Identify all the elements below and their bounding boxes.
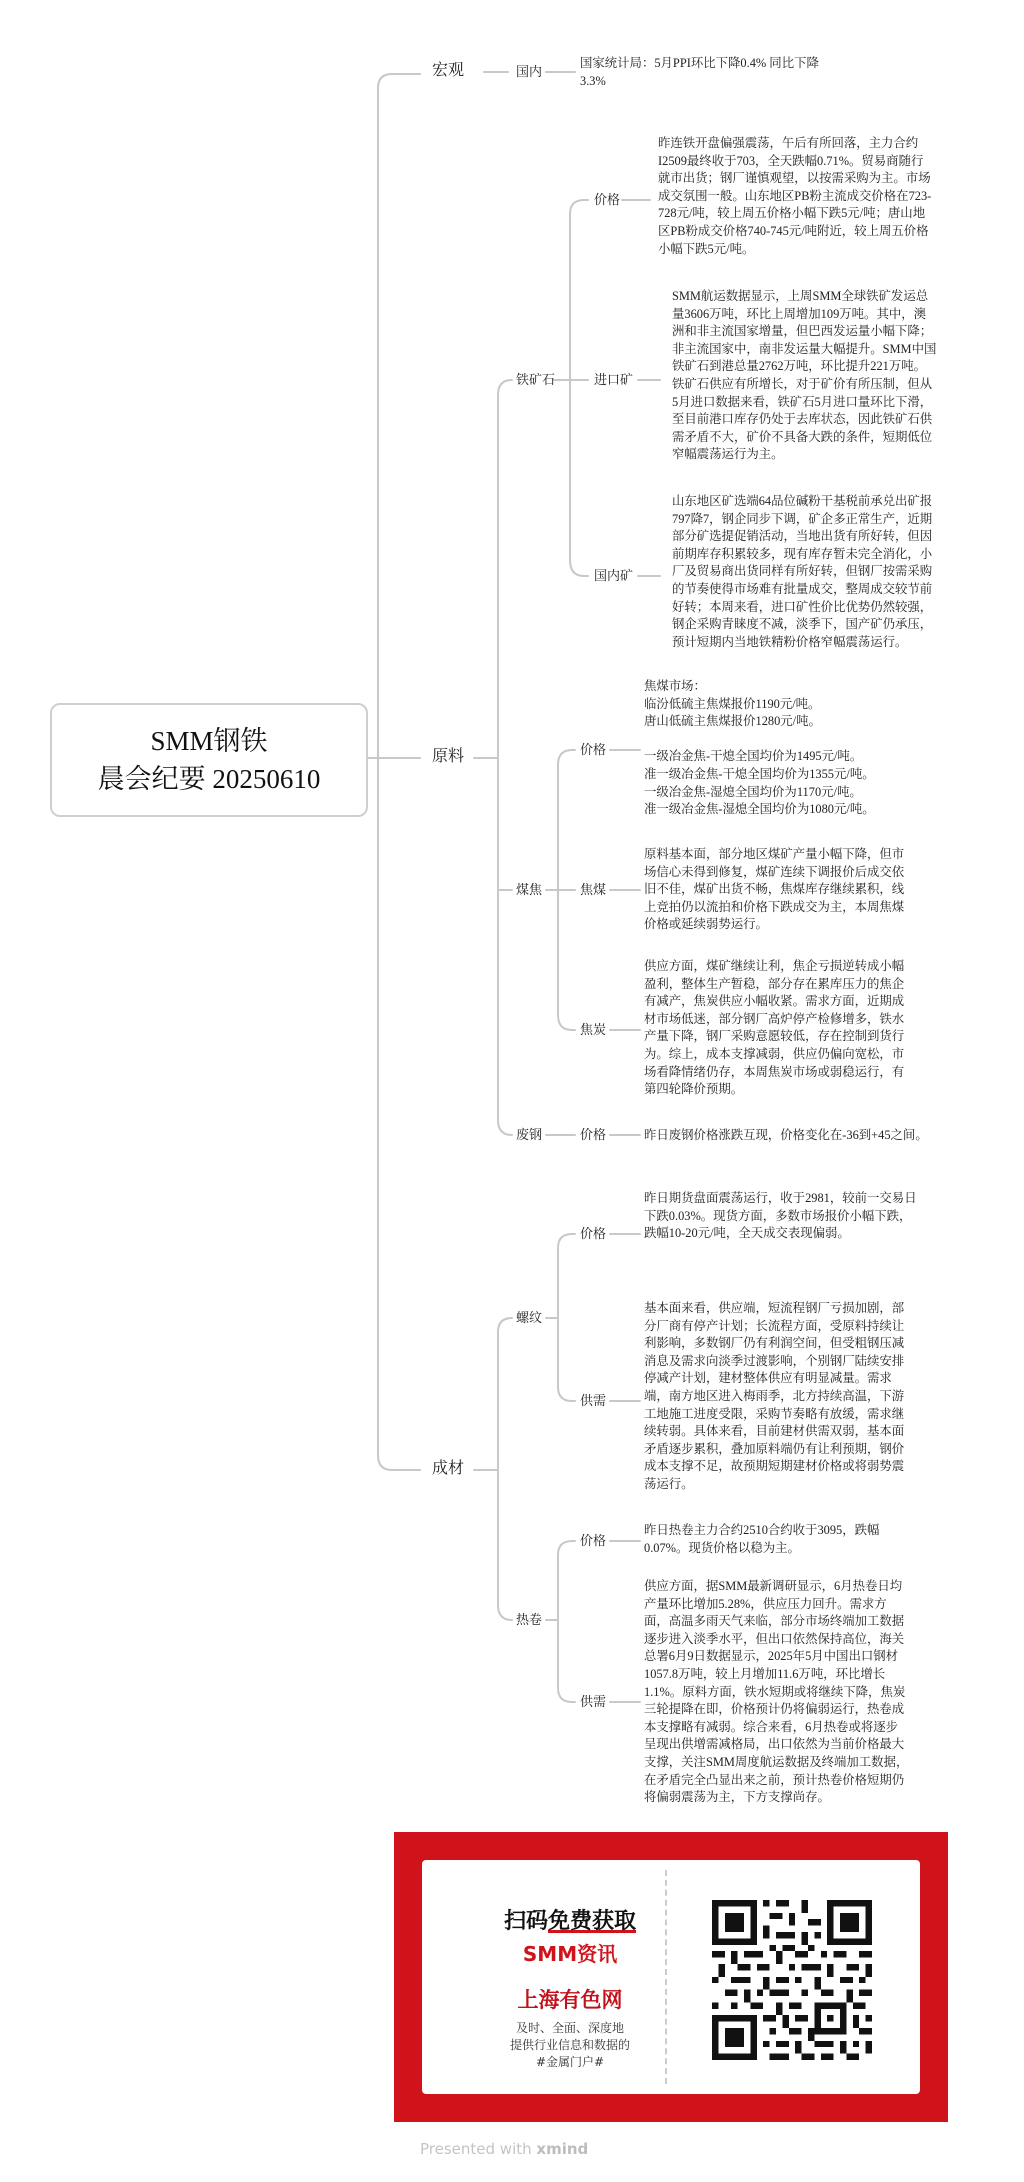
root-subtitle: 晨会纪要 20250610 — [97, 764, 321, 794]
root-topic[interactable] — [50, 703, 368, 817]
leaf-hrc-price[interactable]: 昨日热卷主力合约2510合约收于3095，跌幅 0.07%。现货价格以稳为主。 — [644, 1523, 880, 1555]
topic-coke[interactable]: 焦炭 — [580, 1022, 607, 1037]
topic-macro[interactable]: 宏观 — [432, 62, 465, 79]
leaf-rebar-price[interactable]: 昨日期货盘面震荡运行，收于2981，较前一交易日 下跌0.03%。现货方面，多数市场报价小幅下跌， 跌幅10-20元/吨，全天成交表现偏弱。 — [644, 1191, 917, 1241]
topic-iron-ore-price[interactable]: 价格 — [594, 192, 621, 207]
topic-scrap[interactable]: 废钢 — [516, 1127, 543, 1142]
footer-credit[interactable] — [420, 2140, 588, 2158]
promo-subheadline: SMM资讯 — [522, 1942, 618, 1966]
topic-iron-ore-imported[interactable]: 进口矿 — [594, 372, 634, 387]
promo-banner[interactable] — [394, 1832, 948, 2122]
topic-coking-coal[interactable]: 焦煤 — [580, 882, 607, 897]
topic-hrc[interactable]: 热卷 — [516, 1612, 543, 1627]
topic-rebar-price[interactable]: 价格 — [580, 1226, 607, 1241]
topic-coking[interactable]: 煤焦 — [516, 882, 543, 897]
topic-iron-ore[interactable]: 铁矿石 — [516, 372, 556, 387]
leaf-rebar-supply[interactable]: 基本面来看，供应端，短流程钢厂亏损加剧，部 分厂商有停产计划；长流程方面，受原料持续让 利影响，多数钢厂仍有利润空间，但受粗钢压减 消息及需求向淡季过渡影响，个别钢厂陆续安排 停减产计划，建材整体供应有明显减量。需求 端，南方地区进入梅雨季，北方持续高温，下游 工地施工进度受限，采购节奏略有放缓，需求继 续转弱。具体来看，目前建材供需双弱，基本面 矛盾逐步累积，叠加原料端仍有让利预期，钢价 成本支撑不足，故预期短期建材价格或将弱势震 荡运行。 — [644, 1301, 905, 1491]
promo-headline — [470, 1904, 670, 1935]
topic-finished[interactable]: 成材 — [432, 1460, 465, 1477]
leaf-iron-ore-price[interactable]: 昨连铁开盘偏强震荡，午后有所回落，主力合约 I2509最终收于703，全天跌幅0.71%。贸易商随行 就市出货；钢厂谨慎观望，以按需采购为主。市场 成交氛围一般。山东地区PB粉主流成交价格在723- 728元/吨，较上周五价格小幅下跌5元/吨；唐山地 区PB粉成交价格740-745元/吨附近，较上周五价格 小幅下跌5元/吨。 — [658, 136, 932, 256]
leaf-coking-price[interactable]: 焦煤市场： 临汾低硫主焦煤报价1190元/吨。 唐山低硫主焦煤报价1280元/吨。 一级冶金焦-干熄全国均价为1495元/吨。 准一级冶金焦-干熄全国均价为1355元/吨。 一级冶金焦-湿熄全国均价为1170元/吨。 准一级冶金焦-湿熄全国均价为1080元/吨。 — [644, 679, 875, 817]
promo-brand: 上海有色网 — [517, 1988, 623, 2012]
leaf-coking-coal[interactable]: 原料基本面，部分地区煤矿产量小幅下降，但市 场信心未得到修复，煤矿连续下调报价后成交依 旧不佳，煤矿出货不畅，焦煤库存继续累积，线 上竞拍仍以流拍和价格下跌成交为主，本周焦煤 价格或延续弱势运行。 — [644, 847, 905, 932]
promo-card — [422, 1860, 920, 2094]
leaf-coke[interactable]: 供应方面，煤矿继续让利，焦企亏损逆转成小幅 盈利，整体生产暂稳，部分存在累库压力的焦企 有减产，焦炭供应小幅收紧。需求方面，近期成 材市场低迷，部分钢厂高炉停产检修增多，铁水 产量下降，钢厂采购意愿较低，存在控制到货行 为。综上，成本支撑减弱，供应仍偏向宽松，市 场看降情绪仍存，本周焦炭市场或弱稳运行，有 第四轮降价预期。 — [644, 959, 905, 1097]
leaf-macro-domestic[interactable]: 国家统计局：5月PPI环比下降0.4% 同比下降 3.3% — [580, 56, 819, 88]
leaf-iron-ore-imported[interactable]: SMM航运数据显示，上周SMM全球铁矿发运总 量3606万吨，环比上周增加109万吨。其中，澳 洲和非主流国家增量，但巴西发运量小幅下降； 非主流国家中，南非发运量大幅提升。SMM中国 铁矿石到港总量2762万吨，环比提升221万吨。 铁矿石供应有所增长，对于矿价有所压制，但从 5月进口数据来看，铁矿石5月进口量环比下滑， 至目前港口库存仍处于去库状态，因此铁矿石供 需矛盾不大，矿价不具备大跌的条件，短期低位 窄幅震荡运行为主。 — [672, 289, 937, 462]
topic-macro-domestic[interactable]: 国内 — [516, 64, 543, 79]
topic-rebar-supply[interactable]: 供需 — [580, 1393, 607, 1408]
footer-prefix: Presented with — [420, 2140, 537, 2158]
promo-divider — [665, 1870, 667, 2084]
leaf-hrc-supply[interactable]: 供应方面，据SMM最新调研显示，6月热卷日均 产量环比增加5.28%，供应压力回升。需求方 面，高温多雨天气来临，部分市场终端加工数据 逐步进入淡季水平，但出口依然保持高位，海关 总署6月9日数据显示，2025年5月中国出口钢材 1057.8万吨，较上月增加11.6万吨，环比增长 1.1%。原料方面，铁水短期或将继续下降，焦炭 三轮提降在即，价格预计仍将偏弱运行，热卷成 本支撑略有减弱。综合来看，6月热卷或将逐步 呈现出供增需减格局，出口依然为当前价格最大 支撑，关注SMM周度航运数据及终端加工数据， 在矛盾完全凸显出来之前，预计热卷价格短期仍 将偏弱震荡为主，下方支撑尚存。 — [644, 1579, 909, 1805]
topic-hrc-supply[interactable]: 供需 — [580, 1694, 607, 1709]
topic-coking-price[interactable]: 价格 — [580, 742, 607, 757]
promo-scan-text: 扫码 — [503, 1909, 548, 1934]
leaf-iron-ore-domestic[interactable]: 山东地区矿选端64品位碱粉干基税前承兑出矿报 797降7，钢企同步下调，矿企多正常生产，近期 部分矿选提促销活动，当地出货有所好转，但因 前期库存积累较多，现有库存暂未完全消化，小 厂及贸易商出货同样有所好转，但钢厂按需采购 的节奏使得市场难有批量成交，整周成交较节前 好转；本周来看，进口矿性价比优势仍然较强， 钢企采购青睐度不减，淡季下，国产矿仍承压， 预计短期内当地铁精粉价格窄幅震荡运行。 — [672, 494, 933, 649]
promo-free-text: 免费获取 — [548, 1909, 637, 1934]
topic-scrap-price[interactable]: 价格 — [580, 1127, 607, 1142]
root-title: SMM钢铁 — [150, 726, 268, 756]
topic-rebar[interactable]: 螺纹 — [516, 1310, 543, 1325]
leaf-scrap-price[interactable]: 昨日废钢价格涨跌互现，价格变化在-36到+45之间。 — [644, 1128, 928, 1142]
topic-raw[interactable]: 原料 — [432, 748, 465, 765]
topic-hrc-price[interactable]: 价格 — [580, 1533, 607, 1548]
promo-description: 及时、全面、深度地 提供行业信息和数据的 #金属门户# — [509, 2021, 630, 2069]
xmind-brand: xmind — [536, 2140, 589, 2158]
qr-code-icon[interactable] — [712, 1900, 872, 2060]
topic-iron-ore-domestic[interactable]: 国内矿 — [594, 568, 634, 583]
